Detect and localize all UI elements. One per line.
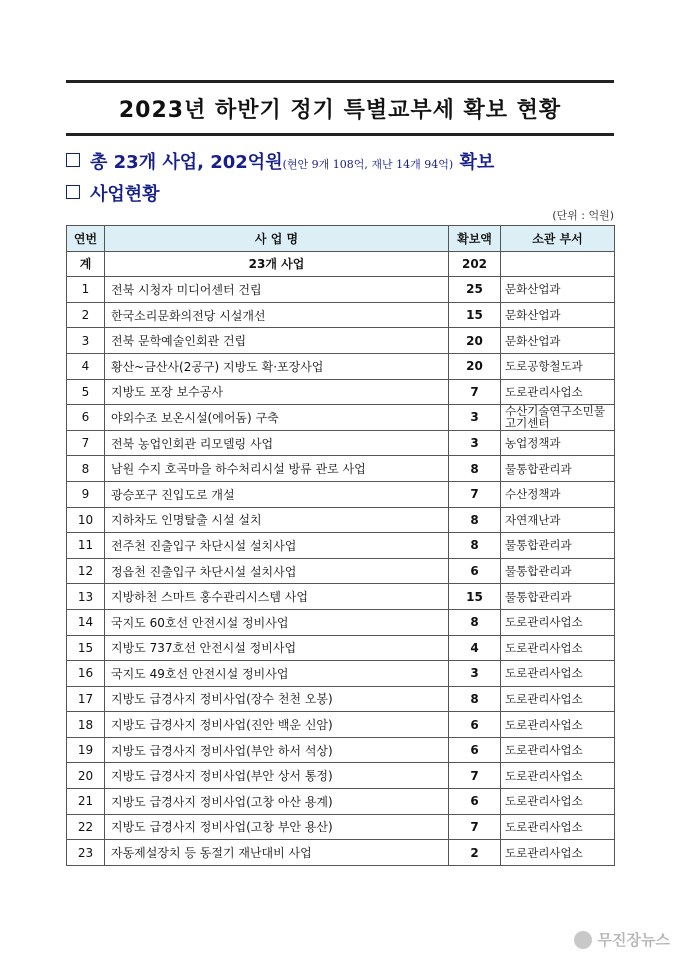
section-heading	[66, 180, 160, 206]
row-dept: 도로관리사업소	[501, 737, 615, 763]
row-dept: 도로관리사업소	[501, 814, 615, 840]
row-name: 전북 문학예술인회관 건립	[105, 328, 449, 354]
row-amount: 20	[449, 353, 501, 379]
row-dept: 물통합관리과	[501, 558, 615, 584]
row-name: 지방도 급경사지 정비사업(부안 상서 통정)	[105, 763, 449, 789]
row-name: 한국소리문화의전당 시설개선	[105, 302, 449, 328]
row-amount: 3	[449, 430, 501, 456]
row-amount: 8	[449, 686, 501, 712]
row-name: 전북 농업인회관 리모델링 사업	[105, 430, 449, 456]
row-dept: 수산정책과	[501, 481, 615, 507]
row-no: 12	[67, 558, 105, 584]
header-no: 연번	[67, 226, 105, 252]
row-dept: 자연재난과	[501, 507, 615, 533]
row-no: 5	[67, 379, 105, 405]
row-no: 8	[67, 456, 105, 482]
row-amount: 4	[449, 635, 501, 661]
row-name: 지방도 급경사지 정비사업(장수 천천 오봉)	[105, 686, 449, 712]
table-row	[67, 405, 615, 431]
row-name: 국지도 60호선 안전시설 정비사업	[105, 609, 449, 635]
row-name: 전주천 진출입구 차단시설 설치사업	[105, 533, 449, 559]
row-amount: 3	[449, 405, 501, 431]
table-row	[67, 328, 615, 354]
row-no: 11	[67, 533, 105, 559]
table-row	[67, 507, 615, 533]
table-row	[67, 814, 615, 840]
header-amount: 확보액	[449, 226, 501, 252]
table-row	[67, 609, 615, 635]
table-row	[67, 584, 615, 610]
table-row	[67, 481, 615, 507]
row-dept: 물통합관리과	[501, 533, 615, 559]
row-amount: 8	[449, 533, 501, 559]
row-no: 17	[67, 686, 105, 712]
row-dept: 도로관리사업소	[501, 763, 615, 789]
total-name: 23개 사업	[105, 251, 449, 277]
table-row	[67, 456, 615, 482]
summary-main: 총 23개 사업, 202억원	[90, 152, 283, 173]
row-no: 1	[67, 277, 105, 303]
row-dept: 도로관리사업소	[501, 789, 615, 815]
row-name: 자동제설장치 등 동절기 재난대비 사업	[105, 840, 449, 866]
row-amount: 7	[449, 481, 501, 507]
row-dept: 도로관리사업소	[501, 712, 615, 738]
row-name: 지하차도 인명탈출 시설 설치	[105, 507, 449, 533]
row-no: 13	[67, 584, 105, 610]
row-amount: 7	[449, 814, 501, 840]
table-row	[67, 737, 615, 763]
table-row	[67, 840, 615, 866]
total-amount: 202	[449, 251, 501, 277]
summary-heading	[66, 148, 494, 174]
table-row	[67, 686, 615, 712]
row-amount: 8	[449, 507, 501, 533]
row-amount: 20	[449, 328, 501, 354]
row-amount: 8	[449, 609, 501, 635]
table-row	[67, 763, 615, 789]
table-header-row	[67, 226, 615, 252]
row-no: 20	[67, 763, 105, 789]
row-no: 2	[67, 302, 105, 328]
row-amount: 6	[449, 789, 501, 815]
row-amount: 7	[449, 763, 501, 789]
row-amount: 7	[449, 379, 501, 405]
row-amount: 6	[449, 712, 501, 738]
row-no: 10	[67, 507, 105, 533]
row-no: 7	[67, 430, 105, 456]
table-row	[67, 430, 615, 456]
header-dept: 소관 부서	[501, 226, 615, 252]
row-amount: 25	[449, 277, 501, 303]
row-amount: 6	[449, 558, 501, 584]
row-dept: 도로관리사업소	[501, 661, 615, 687]
row-name: 지방도 급경사지 정비사업(고창 아산 용계)	[105, 789, 449, 815]
row-dept: 수산기술연구소민물고기센터	[501, 405, 615, 431]
row-no: 23	[67, 840, 105, 866]
row-name: 지방도 급경사지 정비사업(부안 하서 석상)	[105, 737, 449, 763]
row-amount: 3	[449, 661, 501, 687]
summary-detail: (현안 9개 108억, 재난 14개 94억)	[282, 158, 454, 171]
unit-note: (단위 : 억원)	[552, 209, 614, 222]
row-name: 전북 시청자 미디어센터 건립	[105, 277, 449, 303]
row-dept: 문화산업과	[501, 328, 615, 354]
table-row	[67, 712, 615, 738]
row-name: 지방도 급경사지 정비사업(고창 부안 용산)	[105, 814, 449, 840]
total-row	[67, 251, 615, 277]
row-amount: 15	[449, 302, 501, 328]
row-no: 4	[67, 353, 105, 379]
row-no: 22	[67, 814, 105, 840]
row-amount: 15	[449, 584, 501, 610]
row-name: 광승포구 진입도로 개설	[105, 481, 449, 507]
section-label: 사업현황	[90, 184, 160, 205]
row-name: 야외수조 보온시설(에어돔) 구축	[105, 405, 449, 431]
row-no: 21	[67, 789, 105, 815]
table-row	[67, 789, 615, 815]
row-name: 지방도 포장 보수공사	[105, 379, 449, 405]
row-name: 남원 수지 호곡마을 하수처리시설 방류 관로 사업	[105, 456, 449, 482]
project-table	[66, 225, 615, 866]
row-name: 지방하천 스마트 홍수관리시스템 사업	[105, 584, 449, 610]
row-no: 3	[67, 328, 105, 354]
row-dept: 문화산업과	[501, 277, 615, 303]
row-no: 15	[67, 635, 105, 661]
row-no: 6	[67, 405, 105, 431]
row-dept: 물통합관리과	[501, 456, 615, 482]
row-dept: 도로공항철도과	[501, 353, 615, 379]
row-dept: 농업정책과	[501, 430, 615, 456]
checkbox-square-icon	[66, 153, 80, 167]
row-dept: 문화산업과	[501, 302, 615, 328]
row-dept: 도로관리사업소	[501, 379, 615, 405]
row-name: 황산~금산사(2공구) 지방도 확·포장사업	[105, 353, 449, 379]
row-dept: 도로관리사업소	[501, 635, 615, 661]
table-row	[67, 635, 615, 661]
table-row	[67, 558, 615, 584]
watermark-text: 무진장뉴스	[597, 931, 670, 949]
watermark	[574, 929, 670, 950]
row-name: 정읍천 진출입구 차단시설 설치사업	[105, 558, 449, 584]
row-name: 국지도 49호선 안전시설 정비사업	[105, 661, 449, 687]
row-no: 9	[67, 481, 105, 507]
row-dept: 물통합관리과	[501, 584, 615, 610]
document-title: 2023년 하반기 정기 특별교부세 확보 현황	[66, 80, 614, 136]
table-row	[67, 533, 615, 559]
row-no: 16	[67, 661, 105, 687]
table-row	[67, 277, 615, 303]
watermark-logo-icon	[574, 931, 592, 949]
row-dept: 도로관리사업소	[501, 686, 615, 712]
table-row	[67, 353, 615, 379]
row-no: 19	[67, 737, 105, 763]
row-dept: 도로관리사업소	[501, 609, 615, 635]
table-row	[67, 302, 615, 328]
total-label: 계	[67, 251, 105, 277]
checkbox-square-icon	[66, 185, 80, 199]
total-dept	[501, 251, 615, 277]
header-name: 사 업 명	[105, 226, 449, 252]
summary-suffix: 확보	[459, 152, 495, 173]
row-amount: 6	[449, 737, 501, 763]
row-name: 지방도 737호선 안전시설 정비사업	[105, 635, 449, 661]
row-amount: 2	[449, 840, 501, 866]
row-no: 18	[67, 712, 105, 738]
row-amount: 8	[449, 456, 501, 482]
table-row	[67, 661, 615, 687]
table-row	[67, 379, 615, 405]
row-name: 지방도 급경사지 정비사업(진안 백운 신암)	[105, 712, 449, 738]
row-dept: 도로관리사업소	[501, 840, 615, 866]
row-no: 14	[67, 609, 105, 635]
